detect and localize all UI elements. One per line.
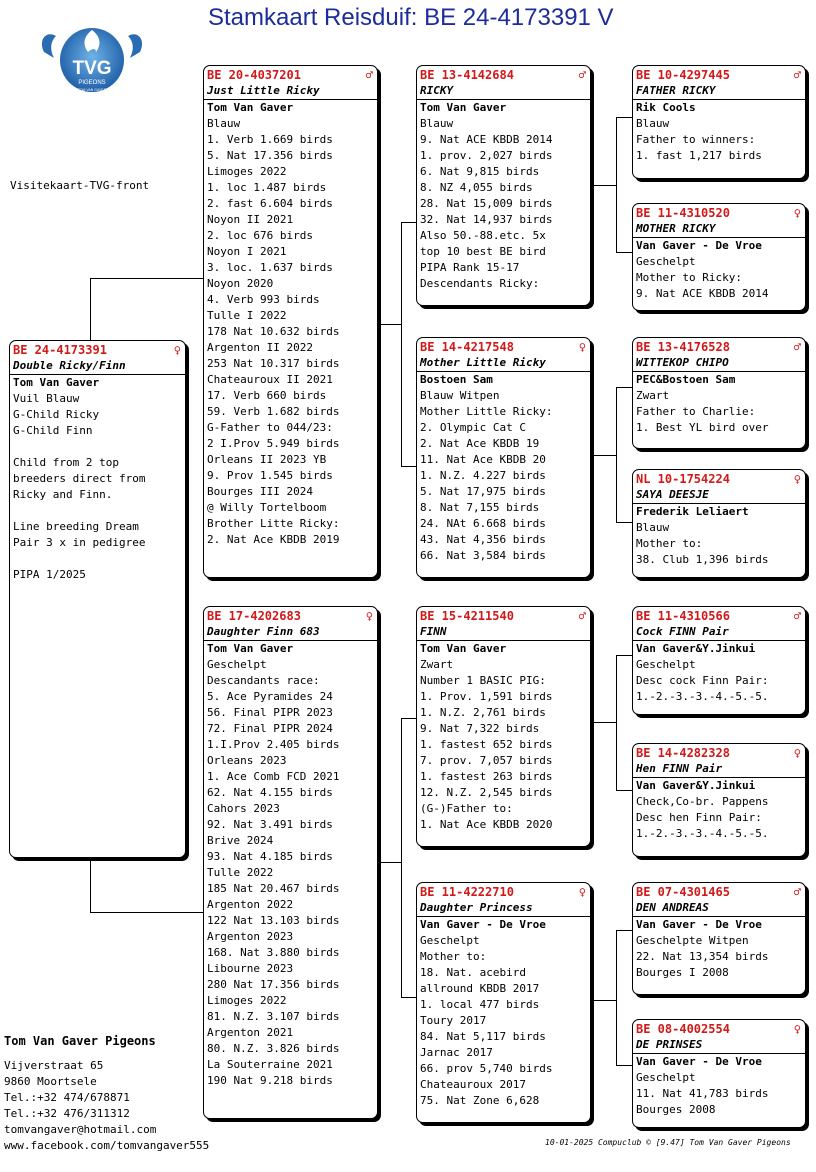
info-line: 2. fast 6.604 birds [207, 197, 333, 210]
info-line: Limoges 2022 [207, 165, 287, 178]
connector [401, 718, 417, 719]
info-line [10, 503, 185, 519]
pigeon-card-ssd [632, 203, 806, 311]
connector [589, 185, 616, 186]
ring-number: BE 11-4222710 [420, 885, 514, 899]
ring-number: BE 10-4297445 [636, 68, 730, 82]
phone-line: Tel.:+32 476/311312 [4, 1107, 130, 1120]
owner-name: Van Gaver - De Vroe [636, 918, 762, 931]
info-line: 9. Nat ACE KBDB 2014 [636, 287, 769, 300]
pigeon-card-dsd [632, 743, 806, 857]
pigeon-card-sss [632, 65, 806, 179]
info-line: G-Father to 044/23: [207, 421, 333, 434]
info-line: Tulle 2022 [207, 866, 274, 879]
info-line: Chateauroux 2017 [420, 1078, 526, 1091]
info-line: 2. Nat Ace KBDB 2019 [207, 533, 340, 546]
info-line: 1. prov. 2,027 birds [420, 149, 553, 162]
info-line: Desc cock Finn Pair: [636, 674, 769, 687]
info-line: 66. prov 5,740 birds [420, 1062, 553, 1075]
info-line: 190 Nat 9.218 birds [207, 1074, 333, 1087]
pigeon-name: WITTEKOP CHIPO [633, 355, 805, 372]
info-line: 1.-2.-3.-3.-4.-5.-5. [636, 690, 769, 703]
card-header [633, 338, 805, 355]
breeder-contact [4, 1058, 209, 1154]
info-line: 1. Prov. 1,591 birds [420, 690, 553, 703]
info-line: 28. Nat 15,009 birds [420, 197, 553, 210]
info-line: Toury 2017 [420, 1014, 487, 1027]
pigeon-card-dam [203, 606, 378, 1119]
info-line: Brive 2024 [207, 834, 274, 847]
info-line: 1. Ace Comb FCD 2021 [207, 770, 340, 783]
info-line: 3. loc. 1.637 birds [207, 261, 333, 274]
info-line: 80. N.Z. 3.826 birds [207, 1042, 340, 1055]
info-line: 2. loc 676 birds [207, 229, 313, 242]
connector [616, 522, 633, 523]
connector [401, 997, 417, 998]
info-line: 185 Nat 20.467 birds [207, 882, 340, 895]
breeder-name: Tom Van Gaver Pigeons [4, 1034, 156, 1048]
info-line: 1. fastest 652 birds [420, 738, 553, 751]
info-line: 12. N.Z. 2,545 birds [420, 786, 553, 799]
connector [616, 655, 617, 790]
pigeon-name: RICKY [417, 83, 590, 100]
info-line: 11. Nat Ace KBDB 20 [420, 453, 546, 466]
info-line: Bourges I 2008 [636, 966, 729, 979]
info-line: Bourges 2008 [636, 1103, 716, 1116]
connector [401, 466, 417, 467]
connector [616, 930, 633, 931]
connector [616, 387, 617, 522]
ring-number: BE 20-4037201 [207, 68, 301, 82]
info-line: allround KBDB 2017 [420, 982, 540, 995]
info-line: Pair 3 x in pedigree [13, 536, 146, 549]
phone-line: Tel.:+32 474/678871 [4, 1091, 130, 1104]
connector [376, 862, 401, 863]
connector [401, 222, 402, 467]
pigeon-card-subject [9, 340, 186, 858]
owner-name: Rik Cools [636, 101, 696, 114]
info-line: Check,Co-br. Pappens [636, 795, 769, 808]
pigeon-card-dds [632, 882, 806, 995]
info-line: 92. Nat 3.491 birds [207, 818, 333, 831]
owner-name: Van Gaver - De Vroe [636, 239, 762, 252]
info-line: 9. Nat ACE KBDB 2014 [420, 133, 553, 146]
info-line: 7. prov. 7,057 birds [420, 754, 553, 767]
info-line: 66. Nat 3,584 birds [420, 549, 546, 562]
pigeon-card-ddd [632, 1019, 806, 1128]
card-header [204, 607, 377, 624]
info-line: 5. Nat 17.356 birds [207, 149, 333, 162]
owner-name: Tom Van Gaver [420, 642, 507, 655]
pigeon-name: Mother Little Ricky [417, 355, 590, 372]
connector [90, 278, 204, 279]
owner-name: Van Gaver - De Vroe [636, 1055, 762, 1068]
female-icon: ♀ [793, 206, 801, 220]
ring-number: BE 07-4301465 [636, 885, 730, 899]
info-line: Orleans 2023 [207, 754, 287, 767]
info-line: 22. Nat 13,354 birds [636, 950, 769, 963]
info-line: Geschelpte Witpen [636, 934, 749, 947]
info-line: 18. Nat. acebird [420, 966, 526, 979]
info-line: Argenton 2023 [207, 930, 294, 943]
info-line: 178 Nat 10.632 birds [207, 325, 340, 338]
info-line: 72. Final PIPR 2024 [207, 722, 333, 735]
connector [616, 930, 617, 1065]
info-line: 1. fastest 263 birds [420, 770, 553, 783]
owner-name: Tom Van Gaver [13, 376, 100, 389]
female-icon: ♀ [793, 746, 801, 760]
pigeon-name: Double Ricky/Finn [10, 358, 185, 375]
owner-name: Tom Van Gaver [207, 101, 294, 114]
male-icon: ♂ [793, 340, 801, 354]
info-line [10, 551, 185, 567]
info-line: Geschelpt [636, 1071, 696, 1084]
pigeon-name: Daughter Princess [417, 900, 590, 917]
ring-number: BE 11-4310520 [636, 206, 730, 220]
info-line: breeders direct from [13, 472, 146, 485]
info-line: Cahors 2023 [207, 802, 280, 815]
info-line: Descendants Ricky: [420, 277, 540, 290]
info-line: Chateauroux II 2021 [207, 373, 333, 386]
pigeon-card-dam-sire [416, 606, 591, 847]
card-header [633, 470, 805, 487]
info-line: PIPA Rank 15-17 [420, 261, 520, 274]
ring-number: BE 13-4176528 [636, 340, 730, 354]
connector [616, 1065, 633, 1066]
info-line: 8. Nat 7,155 birds [420, 501, 540, 514]
info-line: Blauw [636, 521, 670, 534]
male-icon: ♂ [793, 885, 801, 899]
info-line: Geschelpt [636, 255, 696, 268]
card-header [633, 66, 805, 83]
card-header [633, 204, 805, 221]
info-line: Noyon 2020 [207, 277, 274, 290]
female-icon: ♀ [365, 609, 373, 623]
info-line: 32. Nat 14,937 birds [420, 213, 553, 226]
owner-name: Frederik Leliaert [636, 505, 749, 518]
info-line: Father to winners: [636, 133, 756, 146]
info-line: 38. Club 1,396 birds [636, 553, 769, 566]
info-line: Mother to: [636, 537, 703, 550]
info-line: (G-)Father to: [420, 802, 513, 815]
info-line: 1.-2.-3.-3.-4.-5.-5. [636, 827, 769, 840]
pigeon-name: Cock FINN Pair [633, 624, 805, 641]
male-icon: ♂ [793, 68, 801, 82]
email-line: tomvangaver@hotmail.com [4, 1123, 157, 1136]
info-line: 93. Nat 4.185 birds [207, 850, 333, 863]
info-line: @ Willy Tortelboom [207, 501, 327, 514]
info-line: 168. Nat 3.880 birds [207, 946, 340, 959]
info-line [10, 439, 185, 455]
info-line: Descandants race: [207, 674, 320, 687]
page-title: Stamkaart Reisduif: BE 24-4173391 V [208, 4, 614, 31]
info-line: 9. Prov 1.545 birds [207, 469, 333, 482]
info-line: Noyon I 2021 [207, 245, 287, 258]
info-line: Geschelpt [636, 658, 696, 671]
card-header [633, 744, 805, 761]
card-header [10, 341, 185, 358]
info-line: 280 Nat 17.356 birds [207, 978, 340, 991]
ring-number: BE 11-4310566 [636, 609, 730, 623]
info-line: Line breeding Dream [13, 520, 139, 533]
pigeon-name: MOTHER RICKY [633, 221, 805, 238]
info-line: 1. fast 1,217 birds [636, 149, 762, 162]
info-line: Geschelpt [420, 934, 480, 947]
ring-number: BE 24-4173391 [13, 343, 107, 357]
pigeon-name: DEN ANDREAS [633, 900, 805, 917]
info-line: 1. Nat Ace KBDB 2020 [420, 818, 553, 831]
info-line: 5. Ace Pyramides 24 [207, 690, 333, 703]
male-icon: ♂ [578, 609, 586, 623]
info-line: Brother Litte Ricky: [207, 517, 340, 530]
info-line: 1. Best YL bird over [636, 421, 769, 434]
connector [616, 655, 633, 656]
info-line: 253 Nat 10.317 birds [207, 357, 340, 370]
info-line: 5. Nat 17,975 birds [420, 485, 546, 498]
info-line: Mother to Ricky: [636, 271, 742, 284]
address-line: Vijverstraat 65 [4, 1059, 104, 1072]
pigeon-name: FATHER RICKY [633, 83, 805, 100]
male-icon: ♂ [578, 68, 586, 82]
info-line: 8. NZ 4,055 birds [420, 181, 533, 194]
logo-text: TVG [72, 58, 112, 79]
info-line: PIPA 1/2025 [13, 568, 86, 581]
info-line: 1. N.Z. 4.227 birds [420, 469, 546, 482]
info-line: 24. NAt 6.668 birds [420, 517, 546, 530]
info-line: Argenton 2022 [207, 898, 294, 911]
side-label: Visitekaart-TVG-front [10, 179, 150, 192]
pigeon-card-sire-dam [416, 337, 591, 578]
connector [589, 722, 616, 723]
ring-number: BE 08-4002554 [636, 1022, 730, 1036]
pigeon-card-dss [632, 606, 806, 715]
female-icon: ♀ [173, 343, 181, 357]
connector [90, 278, 91, 340]
female-icon: ♀ [793, 1022, 801, 1036]
owner-name: Tom Van Gaver [207, 642, 294, 655]
female-icon: ♀ [793, 472, 801, 486]
info-line: Number 1 BASIC PIG: [420, 674, 546, 687]
ring-number: BE 17-4202683 [207, 609, 301, 623]
info-line: Vuil Blauw [13, 392, 80, 405]
card-header [633, 883, 805, 900]
info-line: 84. Nat 5,117 birds [420, 1030, 546, 1043]
info-line: Libourne 2023 [207, 962, 294, 975]
address-line: 9860 Moortsele [4, 1075, 97, 1088]
info-line: Tulle I 2022 [207, 309, 287, 322]
tvg-logo [36, 22, 148, 106]
info-line: G-Child Finn [13, 424, 93, 437]
info-line: 2. Nat Ace KBDB 19 [420, 437, 540, 450]
card-header [417, 338, 590, 355]
pigeon-card-sire [203, 65, 378, 578]
info-line: Argenton II 2022 [207, 341, 313, 354]
pigeon-name: SAYA DEESJE [633, 487, 805, 504]
connector [616, 252, 633, 253]
info-line: Blauw [636, 117, 670, 130]
info-line: Noyon II 2021 [207, 213, 294, 226]
male-icon: ♂ [365, 68, 373, 82]
pigeon-name: FINN [417, 624, 590, 641]
info-line: La Souterraine 2021 [207, 1058, 333, 1071]
pigeon-name: Hen FINN Pair [633, 761, 805, 778]
owner-name: Van Gaver - De Vroe [420, 918, 546, 931]
info-line: Argenton 2021 [207, 1026, 294, 1039]
info-line: Limoges 2022 [207, 994, 287, 1007]
info-line: 56. Final PIPR 2023 [207, 706, 333, 719]
owner-name: Bostoen Sam [420, 373, 493, 386]
owner-name: Van Gaver&Y.Jinkui [636, 779, 756, 792]
connector [616, 790, 633, 791]
pigeon-name: DE PRINSES [633, 1037, 805, 1054]
info-line: Zwart [636, 389, 670, 402]
info-line: Blauw [420, 117, 454, 130]
info-line: Blauw [207, 117, 241, 130]
info-line: 6. Nat 9,815 birds [420, 165, 540, 178]
connector [589, 455, 616, 456]
info-line: Father to Charlie: [636, 405, 756, 418]
card-header [633, 607, 805, 624]
info-line: 75. Nat Zone 6,628 [420, 1094, 540, 1107]
info-line: Child from 2 top [13, 456, 119, 469]
print-stamp: 10-01-2025 Compuclub © [9.47] Tom Van Gaver Pigeons [545, 1138, 791, 1147]
info-line: 62. Nat 4.155 birds [207, 786, 333, 799]
pigeon-card-sds [632, 337, 806, 449]
info-line: Zwart [420, 658, 454, 671]
info-line: 1. Verb 1.669 birds [207, 133, 333, 146]
info-line: 59. Verb 1.682 birds [207, 405, 340, 418]
connector [616, 117, 633, 118]
pigeon-name: Daughter Finn 683 [204, 624, 377, 641]
info-line: Also 50.-88.etc. 5x [420, 229, 546, 242]
info-line: Desc hen Finn Pair: [636, 811, 762, 824]
info-line: Blauw Witpen [420, 389, 500, 402]
info-line: 17. Verb 660 birds [207, 389, 327, 402]
connector [376, 324, 401, 325]
info-line: Geschelpt [207, 658, 267, 671]
connector [616, 117, 617, 252]
info-line: 2 I.Prov 5.949 birds [207, 437, 340, 450]
ring-number: BE 14-4217548 [420, 340, 514, 354]
connector [90, 857, 91, 913]
card-header [633, 1020, 805, 1037]
owner-name: Tom Van Gaver [420, 101, 507, 114]
info-line: 81. N.Z. 3.107 birds [207, 1010, 340, 1023]
info-line: Bourges III 2024 [207, 485, 313, 498]
pigeon-name: Just Little Ricky [204, 83, 377, 100]
pigeon-card-sdd [632, 469, 806, 578]
info-line: Mother Little Ricky: [420, 405, 553, 418]
ring-number: BE 15-4211540 [420, 609, 514, 623]
pigeon-card-sire-sire [416, 65, 591, 306]
info-line: 9. Nat 7,322 birds [420, 722, 540, 735]
card-header [417, 66, 590, 83]
ring-number: BE 13-4142684 [420, 68, 514, 82]
info-line: 2. Olympic Cat C [420, 421, 526, 434]
card-header [417, 607, 590, 624]
pigeon-card-dam-dam [416, 882, 591, 1123]
info-line: G-Child Ricky [13, 408, 100, 421]
connector [401, 718, 402, 998]
info-line: Ricky and Finn. [13, 488, 113, 501]
card-header [417, 883, 590, 900]
logo-subtext: PIGEONS [78, 80, 106, 86]
owner-name: Van Gaver&Y.Jinkui [636, 642, 756, 655]
connector [616, 387, 633, 388]
facebook-line: www.facebook.com/tomvangaver555 [4, 1139, 210, 1152]
info-line: 122 Nat 13.103 birds [207, 914, 340, 927]
card-header [204, 66, 377, 83]
info-line: 1. loc 1.487 birds [207, 181, 327, 194]
connector [90, 912, 204, 913]
connector [589, 1000, 616, 1001]
info-line: 4. Verb 993 birds [207, 293, 320, 306]
ring-number: BE 14-4282328 [636, 746, 730, 760]
info-line: Jarnac 2017 [420, 1046, 493, 1059]
female-icon: ♀ [578, 885, 586, 899]
ring-number: NL 10-1754224 [636, 472, 730, 486]
info-line: Mother to: [420, 950, 487, 963]
info-line: top 10 best BE bird [420, 245, 546, 258]
female-icon: ♀ [578, 340, 586, 354]
male-icon: ♂ [793, 609, 801, 623]
info-line: 43. Nat 4,356 birds [420, 533, 546, 546]
owner-name: PEC&Bostoen Sam [636, 373, 736, 386]
info-line: 1.I.Prov 2.405 birds [207, 738, 340, 751]
info-line: 1. N.Z. 2,761 birds [420, 706, 546, 719]
info-line: Orleans II 2023 YB [207, 453, 327, 466]
info-line: 11. Nat 41,783 birds [636, 1087, 769, 1100]
info-line: 1. local 477 birds [420, 998, 540, 1011]
logo-subtext-2: TOM VAN GAVER [77, 88, 107, 92]
connector [401, 222, 417, 223]
